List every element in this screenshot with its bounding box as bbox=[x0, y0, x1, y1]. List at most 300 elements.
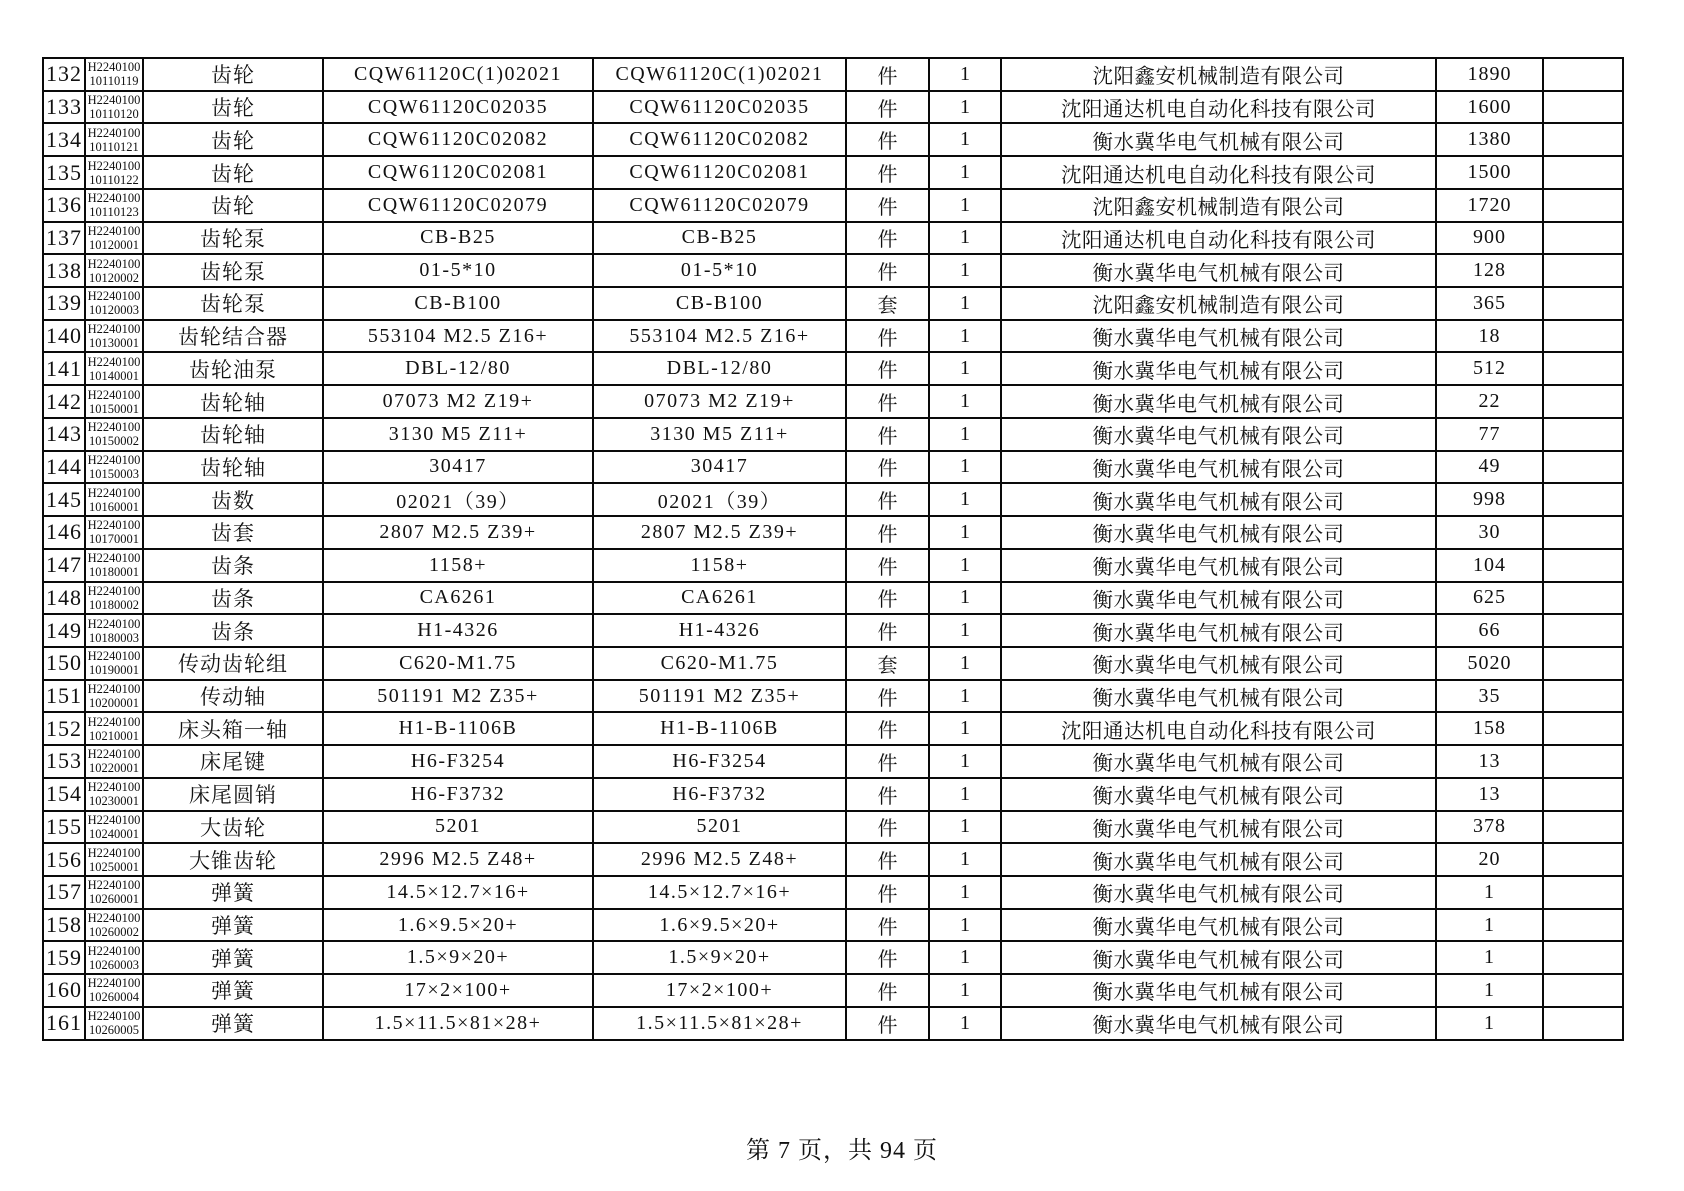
price-cell: 1720 bbox=[1436, 189, 1543, 222]
item-code bbox=[85, 1007, 143, 1040]
price-cell: 1 bbox=[1436, 941, 1543, 974]
price-cell: 1 bbox=[1436, 876, 1543, 909]
table-row bbox=[43, 1007, 1623, 1040]
price-cell: 365 bbox=[1436, 287, 1543, 320]
item-code bbox=[85, 320, 143, 353]
empty-cell bbox=[1543, 582, 1623, 615]
item-code-suffix: 10150001 bbox=[89, 401, 139, 416]
empty-cell bbox=[1543, 549, 1623, 582]
row-number: 132 bbox=[43, 58, 85, 91]
table-row bbox=[43, 222, 1623, 255]
model-spec-duplicate: 5201 bbox=[593, 811, 846, 844]
model-spec-duplicate: 501191 M2 Z35+ bbox=[593, 680, 846, 713]
row-number: 145 bbox=[43, 483, 85, 516]
model-spec: 07073 M2 Z19+ bbox=[323, 385, 593, 418]
item-code bbox=[85, 680, 143, 713]
model-spec: CQW61120C(1)02021 bbox=[323, 58, 593, 91]
model-spec-duplicate: CQW61120C02082 bbox=[593, 123, 846, 156]
part-name: 弹簧 bbox=[143, 909, 323, 942]
item-code-suffix: 10240001 bbox=[89, 826, 139, 841]
item-code bbox=[85, 189, 143, 222]
item-code-suffix: 10160001 bbox=[89, 499, 139, 514]
supplier-name: 衡水冀华电气机械有限公司 bbox=[1001, 516, 1436, 549]
quantity-cell: 1 bbox=[929, 712, 1001, 745]
row-number: 154 bbox=[43, 778, 85, 811]
empty-cell bbox=[1543, 222, 1623, 255]
item-code-prefix: H2240100 bbox=[87, 125, 141, 140]
empty-cell bbox=[1543, 287, 1623, 320]
unit-cell: 件 bbox=[846, 320, 929, 353]
unit-cell: 件 bbox=[846, 1007, 929, 1040]
model-spec-duplicate: 17×2×100+ bbox=[593, 974, 846, 1007]
unit-cell: 件 bbox=[846, 876, 929, 909]
price-cell: 998 bbox=[1436, 483, 1543, 516]
part-name: 齿条 bbox=[143, 582, 323, 615]
table-row bbox=[43, 811, 1623, 844]
quantity-cell: 1 bbox=[929, 483, 1001, 516]
supplier-name: 衡水冀华电气机械有限公司 bbox=[1001, 843, 1436, 876]
part-name: 齿轮 bbox=[143, 91, 323, 124]
model-spec-duplicate: H1-4326 bbox=[593, 614, 846, 647]
model-spec: 1158+ bbox=[323, 549, 593, 582]
supplier-name: 衡水冀华电气机械有限公司 bbox=[1001, 352, 1436, 385]
supplier-name: 衡水冀华电气机械有限公司 bbox=[1001, 1007, 1436, 1040]
unit-cell: 件 bbox=[846, 483, 929, 516]
part-name: 齿轮结合器 bbox=[143, 320, 323, 353]
table-row bbox=[43, 974, 1623, 1007]
table-row bbox=[43, 254, 1623, 287]
price-cell: 900 bbox=[1436, 222, 1543, 255]
quantity-cell: 1 bbox=[929, 974, 1001, 1007]
table-row bbox=[43, 451, 1623, 484]
table-row bbox=[43, 647, 1623, 680]
item-code-prefix: H2240100 bbox=[87, 714, 141, 729]
model-spec: 01-5*10 bbox=[323, 254, 593, 287]
empty-cell bbox=[1543, 614, 1623, 647]
item-code-suffix: 10170001 bbox=[89, 532, 139, 547]
item-code-suffix: 10260002 bbox=[89, 925, 139, 940]
item-code bbox=[85, 287, 143, 320]
price-cell: 5020 bbox=[1436, 647, 1543, 680]
table-row bbox=[43, 516, 1623, 549]
table-row bbox=[43, 418, 1623, 451]
quantity-cell: 1 bbox=[929, 811, 1001, 844]
item-code-prefix: H2240100 bbox=[87, 878, 141, 893]
quantity-cell: 1 bbox=[929, 778, 1001, 811]
unit-cell: 件 bbox=[846, 680, 929, 713]
supplier-name: 衡水冀华电气机械有限公司 bbox=[1001, 123, 1436, 156]
item-code bbox=[85, 811, 143, 844]
model-spec-duplicate: 2807 M2.5 Z39+ bbox=[593, 516, 846, 549]
item-code-suffix: 10110121 bbox=[89, 139, 139, 154]
quantity-cell: 1 bbox=[929, 287, 1001, 320]
model-spec-duplicate: CB-B25 bbox=[593, 222, 846, 255]
row-number: 140 bbox=[43, 320, 85, 353]
row-number: 142 bbox=[43, 385, 85, 418]
supplier-name: 衡水冀华电气机械有限公司 bbox=[1001, 451, 1436, 484]
model-spec: 3130 M5 Z11+ bbox=[323, 418, 593, 451]
item-code bbox=[85, 582, 143, 615]
empty-cell bbox=[1543, 778, 1623, 811]
row-number: 139 bbox=[43, 287, 85, 320]
empty-cell bbox=[1543, 647, 1623, 680]
quantity-cell: 1 bbox=[929, 385, 1001, 418]
model-spec-duplicate: 1.6×9.5×20+ bbox=[593, 909, 846, 942]
empty-cell bbox=[1543, 974, 1623, 1007]
price-cell: 1500 bbox=[1436, 156, 1543, 189]
table-row bbox=[43, 843, 1623, 876]
item-code-prefix: H2240100 bbox=[87, 551, 141, 566]
item-code-prefix: H2240100 bbox=[87, 485, 141, 500]
model-spec: 1.5×9×20+ bbox=[323, 941, 593, 974]
item-code bbox=[85, 745, 143, 778]
item-code-prefix: H2240100 bbox=[87, 747, 141, 762]
model-spec-duplicate: CQW61120C02081 bbox=[593, 156, 846, 189]
model-spec: 14.5×12.7×16+ bbox=[323, 876, 593, 909]
unit-cell: 件 bbox=[846, 712, 929, 745]
model-spec: 2996 M2.5 Z48+ bbox=[323, 843, 593, 876]
item-code-prefix: H2240100 bbox=[87, 223, 141, 238]
table-row bbox=[43, 287, 1623, 320]
item-code bbox=[85, 222, 143, 255]
supplier-name: 衡水冀华电气机械有限公司 bbox=[1001, 941, 1436, 974]
item-code-prefix: H2240100 bbox=[87, 452, 141, 467]
item-code bbox=[85, 123, 143, 156]
model-spec-duplicate: CA6261 bbox=[593, 582, 846, 615]
empty-cell bbox=[1543, 811, 1623, 844]
unit-cell: 件 bbox=[846, 156, 929, 189]
quantity-cell: 1 bbox=[929, 320, 1001, 353]
item-code-suffix: 10120002 bbox=[89, 270, 139, 285]
unit-cell: 件 bbox=[846, 909, 929, 942]
model-spec: CB-B100 bbox=[323, 287, 593, 320]
model-spec-duplicate: 1.5×9×20+ bbox=[593, 941, 846, 974]
item-code-suffix: 10150002 bbox=[89, 434, 139, 449]
model-spec-duplicate: H6-F3254 bbox=[593, 745, 846, 778]
model-spec-duplicate: 2996 M2.5 Z48+ bbox=[593, 843, 846, 876]
empty-cell bbox=[1543, 1007, 1623, 1040]
item-code bbox=[85, 549, 143, 582]
quantity-cell: 1 bbox=[929, 516, 1001, 549]
part-name: 床尾圆销 bbox=[143, 778, 323, 811]
model-spec-duplicate: 1158+ bbox=[593, 549, 846, 582]
item-code bbox=[85, 254, 143, 287]
supplier-name: 衡水冀华电气机械有限公司 bbox=[1001, 418, 1436, 451]
price-cell: 158 bbox=[1436, 712, 1543, 745]
item-code-suffix: 10190001 bbox=[89, 663, 139, 678]
row-number: 150 bbox=[43, 647, 85, 680]
empty-cell bbox=[1543, 254, 1623, 287]
row-number: 141 bbox=[43, 352, 85, 385]
item-code-prefix: H2240100 bbox=[87, 943, 141, 958]
model-spec-duplicate: CQW61120C02035 bbox=[593, 91, 846, 124]
supplier-name: 衡水冀华电气机械有限公司 bbox=[1001, 811, 1436, 844]
price-cell: 104 bbox=[1436, 549, 1543, 582]
unit-cell: 件 bbox=[846, 385, 929, 418]
item-code-suffix: 10110122 bbox=[89, 172, 139, 187]
row-number: 138 bbox=[43, 254, 85, 287]
model-spec: 17×2×100+ bbox=[323, 974, 593, 1007]
item-code-suffix: 10120003 bbox=[89, 303, 139, 318]
item-code-suffix: 10260001 bbox=[89, 892, 139, 907]
item-code-suffix: 10110120 bbox=[89, 107, 139, 122]
item-code-prefix: H2240100 bbox=[87, 911, 141, 926]
item-code bbox=[85, 941, 143, 974]
price-cell: 1 bbox=[1436, 909, 1543, 942]
supplier-name: 衡水冀华电气机械有限公司 bbox=[1001, 483, 1436, 516]
table-row bbox=[43, 941, 1623, 974]
item-code bbox=[85, 614, 143, 647]
model-spec: 02021（39） bbox=[323, 483, 593, 516]
item-code-suffix: 10150003 bbox=[89, 466, 139, 481]
quantity-cell: 1 bbox=[929, 123, 1001, 156]
empty-cell bbox=[1543, 320, 1623, 353]
empty-cell bbox=[1543, 58, 1623, 91]
price-cell: 1 bbox=[1436, 1007, 1543, 1040]
item-code-prefix: H2240100 bbox=[87, 256, 141, 271]
item-code-prefix: H2240100 bbox=[87, 289, 141, 304]
quantity-cell: 1 bbox=[929, 876, 1001, 909]
item-code-prefix: H2240100 bbox=[87, 649, 141, 664]
table-row bbox=[43, 91, 1623, 124]
model-spec: CQW61120C02082 bbox=[323, 123, 593, 156]
model-spec-duplicate: DBL-12/80 bbox=[593, 352, 846, 385]
empty-cell bbox=[1543, 712, 1623, 745]
item-code-prefix: H2240100 bbox=[87, 420, 141, 435]
part-name: 齿轮泵 bbox=[143, 222, 323, 255]
item-code-prefix: H2240100 bbox=[87, 322, 141, 337]
item-code bbox=[85, 385, 143, 418]
row-number: 159 bbox=[43, 941, 85, 974]
model-spec: 1.6×9.5×20+ bbox=[323, 909, 593, 942]
model-spec: 553104 M2.5 Z16+ bbox=[323, 320, 593, 353]
price-cell: 30 bbox=[1436, 516, 1543, 549]
price-cell: 1380 bbox=[1436, 123, 1543, 156]
row-number: 152 bbox=[43, 712, 85, 745]
empty-cell bbox=[1543, 909, 1623, 942]
model-spec-duplicate: CQW61120C(1)02021 bbox=[593, 58, 846, 91]
model-spec: 5201 bbox=[323, 811, 593, 844]
item-code-suffix: 10110123 bbox=[89, 205, 139, 220]
model-spec: H1-4326 bbox=[323, 614, 593, 647]
unit-cell: 件 bbox=[846, 745, 929, 778]
item-code-prefix: H2240100 bbox=[87, 518, 141, 533]
item-code-prefix: H2240100 bbox=[87, 845, 141, 860]
row-number: 148 bbox=[43, 582, 85, 615]
item-code bbox=[85, 91, 143, 124]
price-cell: 1890 bbox=[1436, 58, 1543, 91]
model-spec: CQW61120C02081 bbox=[323, 156, 593, 189]
table-row bbox=[43, 58, 1623, 91]
item-code-suffix: 10180003 bbox=[89, 630, 139, 645]
table-row bbox=[43, 320, 1623, 353]
quantity-cell: 1 bbox=[929, 189, 1001, 222]
price-cell: 1 bbox=[1436, 974, 1543, 1007]
unit-cell: 件 bbox=[846, 582, 929, 615]
row-number: 155 bbox=[43, 811, 85, 844]
unit-cell: 套 bbox=[846, 287, 929, 320]
row-number: 157 bbox=[43, 876, 85, 909]
model-spec-duplicate: C620-M1.75 bbox=[593, 647, 846, 680]
item-code bbox=[85, 909, 143, 942]
item-code bbox=[85, 156, 143, 189]
parts-table bbox=[42, 57, 1624, 1041]
price-cell: 20 bbox=[1436, 843, 1543, 876]
table-row bbox=[43, 123, 1623, 156]
quantity-cell: 1 bbox=[929, 156, 1001, 189]
empty-cell bbox=[1543, 680, 1623, 713]
price-cell: 128 bbox=[1436, 254, 1543, 287]
price-cell: 1600 bbox=[1436, 91, 1543, 124]
part-name: 弹簧 bbox=[143, 876, 323, 909]
table-row bbox=[43, 712, 1623, 745]
item-code-suffix: 10260004 bbox=[89, 990, 139, 1005]
row-number: 158 bbox=[43, 909, 85, 942]
table-row bbox=[43, 778, 1623, 811]
quantity-cell: 1 bbox=[929, 843, 1001, 876]
price-cell: 35 bbox=[1436, 680, 1543, 713]
supplier-name: 衡水冀华电气机械有限公司 bbox=[1001, 254, 1436, 287]
supplier-name: 沈阳鑫安机械制造有限公司 bbox=[1001, 287, 1436, 320]
item-code-prefix: H2240100 bbox=[87, 812, 141, 827]
item-code-prefix: H2240100 bbox=[87, 60, 141, 75]
part-name: 齿套 bbox=[143, 516, 323, 549]
model-spec: H1-B-1106B bbox=[323, 712, 593, 745]
supplier-name: 衡水冀华电气机械有限公司 bbox=[1001, 909, 1436, 942]
quantity-cell: 1 bbox=[929, 222, 1001, 255]
table-row bbox=[43, 549, 1623, 582]
item-code-suffix: 10220001 bbox=[89, 761, 139, 776]
quantity-cell: 1 bbox=[929, 680, 1001, 713]
quantity-cell: 1 bbox=[929, 647, 1001, 680]
table-row bbox=[43, 352, 1623, 385]
model-spec-duplicate: 07073 M2 Z19+ bbox=[593, 385, 846, 418]
unit-cell: 件 bbox=[846, 222, 929, 255]
table-row bbox=[43, 614, 1623, 647]
item-code-prefix: H2240100 bbox=[87, 780, 141, 795]
model-spec: CQW61120C02079 bbox=[323, 189, 593, 222]
item-code-suffix: 10180002 bbox=[89, 597, 139, 612]
row-number: 144 bbox=[43, 451, 85, 484]
part-name: 齿轮 bbox=[143, 123, 323, 156]
supplier-name: 沈阳通达机电自动化科技有限公司 bbox=[1001, 156, 1436, 189]
empty-cell bbox=[1543, 91, 1623, 124]
item-code bbox=[85, 974, 143, 1007]
supplier-name: 衡水冀华电气机械有限公司 bbox=[1001, 549, 1436, 582]
supplier-name: 衡水冀华电气机械有限公司 bbox=[1001, 974, 1436, 1007]
supplier-name: 沈阳通达机电自动化科技有限公司 bbox=[1001, 712, 1436, 745]
price-cell: 13 bbox=[1436, 745, 1543, 778]
item-code-suffix: 10250001 bbox=[89, 859, 139, 874]
empty-cell bbox=[1543, 156, 1623, 189]
model-spec: C620-M1.75 bbox=[323, 647, 593, 680]
item-code-prefix: H2240100 bbox=[87, 682, 141, 697]
empty-cell bbox=[1543, 745, 1623, 778]
model-spec-duplicate: 3130 M5 Z11+ bbox=[593, 418, 846, 451]
model-spec: CQW61120C02035 bbox=[323, 91, 593, 124]
row-number: 161 bbox=[43, 1007, 85, 1040]
price-cell: 512 bbox=[1436, 352, 1543, 385]
parts-table-body bbox=[43, 58, 1623, 1040]
part-name: 传动齿轮组 bbox=[143, 647, 323, 680]
unit-cell: 件 bbox=[846, 58, 929, 91]
item-code bbox=[85, 778, 143, 811]
model-spec-duplicate: 30417 bbox=[593, 451, 846, 484]
part-name: 床头箱一轴 bbox=[143, 712, 323, 745]
part-name: 弹簧 bbox=[143, 941, 323, 974]
empty-cell bbox=[1543, 843, 1623, 876]
unit-cell: 件 bbox=[846, 189, 929, 222]
model-spec: H6-F3254 bbox=[323, 745, 593, 778]
empty-cell bbox=[1543, 418, 1623, 451]
table-row bbox=[43, 876, 1623, 909]
model-spec-duplicate: CQW61120C02079 bbox=[593, 189, 846, 222]
part-name: 弹簧 bbox=[143, 974, 323, 1007]
part-name: 齿轮轴 bbox=[143, 385, 323, 418]
empty-cell bbox=[1543, 516, 1623, 549]
price-cell: 49 bbox=[1436, 451, 1543, 484]
model-spec: 1.5×11.5×81×28+ bbox=[323, 1007, 593, 1040]
price-cell: 66 bbox=[1436, 614, 1543, 647]
price-cell: 625 bbox=[1436, 582, 1543, 615]
supplier-name: 沈阳通达机电自动化科技有限公司 bbox=[1001, 222, 1436, 255]
part-name: 齿条 bbox=[143, 614, 323, 647]
item-code-suffix: 10260005 bbox=[89, 1023, 139, 1038]
table-row bbox=[43, 189, 1623, 222]
unit-cell: 件 bbox=[846, 123, 929, 156]
row-number: 135 bbox=[43, 156, 85, 189]
item-code bbox=[85, 483, 143, 516]
row-number: 137 bbox=[43, 222, 85, 255]
item-code-suffix: 10260003 bbox=[89, 957, 139, 972]
part-name: 齿轮轴 bbox=[143, 451, 323, 484]
table-row bbox=[43, 909, 1623, 942]
table-row bbox=[43, 385, 1623, 418]
row-number: 149 bbox=[43, 614, 85, 647]
empty-cell bbox=[1543, 189, 1623, 222]
part-name: 弹簧 bbox=[143, 1007, 323, 1040]
row-number: 133 bbox=[43, 91, 85, 124]
unit-cell: 件 bbox=[846, 778, 929, 811]
unit-cell: 件 bbox=[846, 549, 929, 582]
unit-cell: 件 bbox=[846, 843, 929, 876]
price-cell: 13 bbox=[1436, 778, 1543, 811]
unit-cell: 件 bbox=[846, 352, 929, 385]
item-code bbox=[85, 418, 143, 451]
table-row bbox=[43, 156, 1623, 189]
unit-cell: 件 bbox=[846, 418, 929, 451]
item-code bbox=[85, 58, 143, 91]
unit-cell: 件 bbox=[846, 941, 929, 974]
supplier-name: 沈阳通达机电自动化科技有限公司 bbox=[1001, 91, 1436, 124]
model-spec-duplicate: 01-5*10 bbox=[593, 254, 846, 287]
row-number: 134 bbox=[43, 123, 85, 156]
empty-cell bbox=[1543, 483, 1623, 516]
table-row bbox=[43, 483, 1623, 516]
quantity-cell: 1 bbox=[929, 909, 1001, 942]
model-spec-duplicate: 02021（39） bbox=[593, 483, 846, 516]
model-spec-duplicate: H1-B-1106B bbox=[593, 712, 846, 745]
unit-cell: 件 bbox=[846, 614, 929, 647]
supplier-name: 衡水冀华电气机械有限公司 bbox=[1001, 385, 1436, 418]
part-name: 床尾键 bbox=[143, 745, 323, 778]
row-number: 146 bbox=[43, 516, 85, 549]
quantity-cell: 1 bbox=[929, 941, 1001, 974]
part-name: 齿轮泵 bbox=[143, 287, 323, 320]
item-code bbox=[85, 876, 143, 909]
quantity-cell: 1 bbox=[929, 91, 1001, 124]
price-cell: 378 bbox=[1436, 811, 1543, 844]
